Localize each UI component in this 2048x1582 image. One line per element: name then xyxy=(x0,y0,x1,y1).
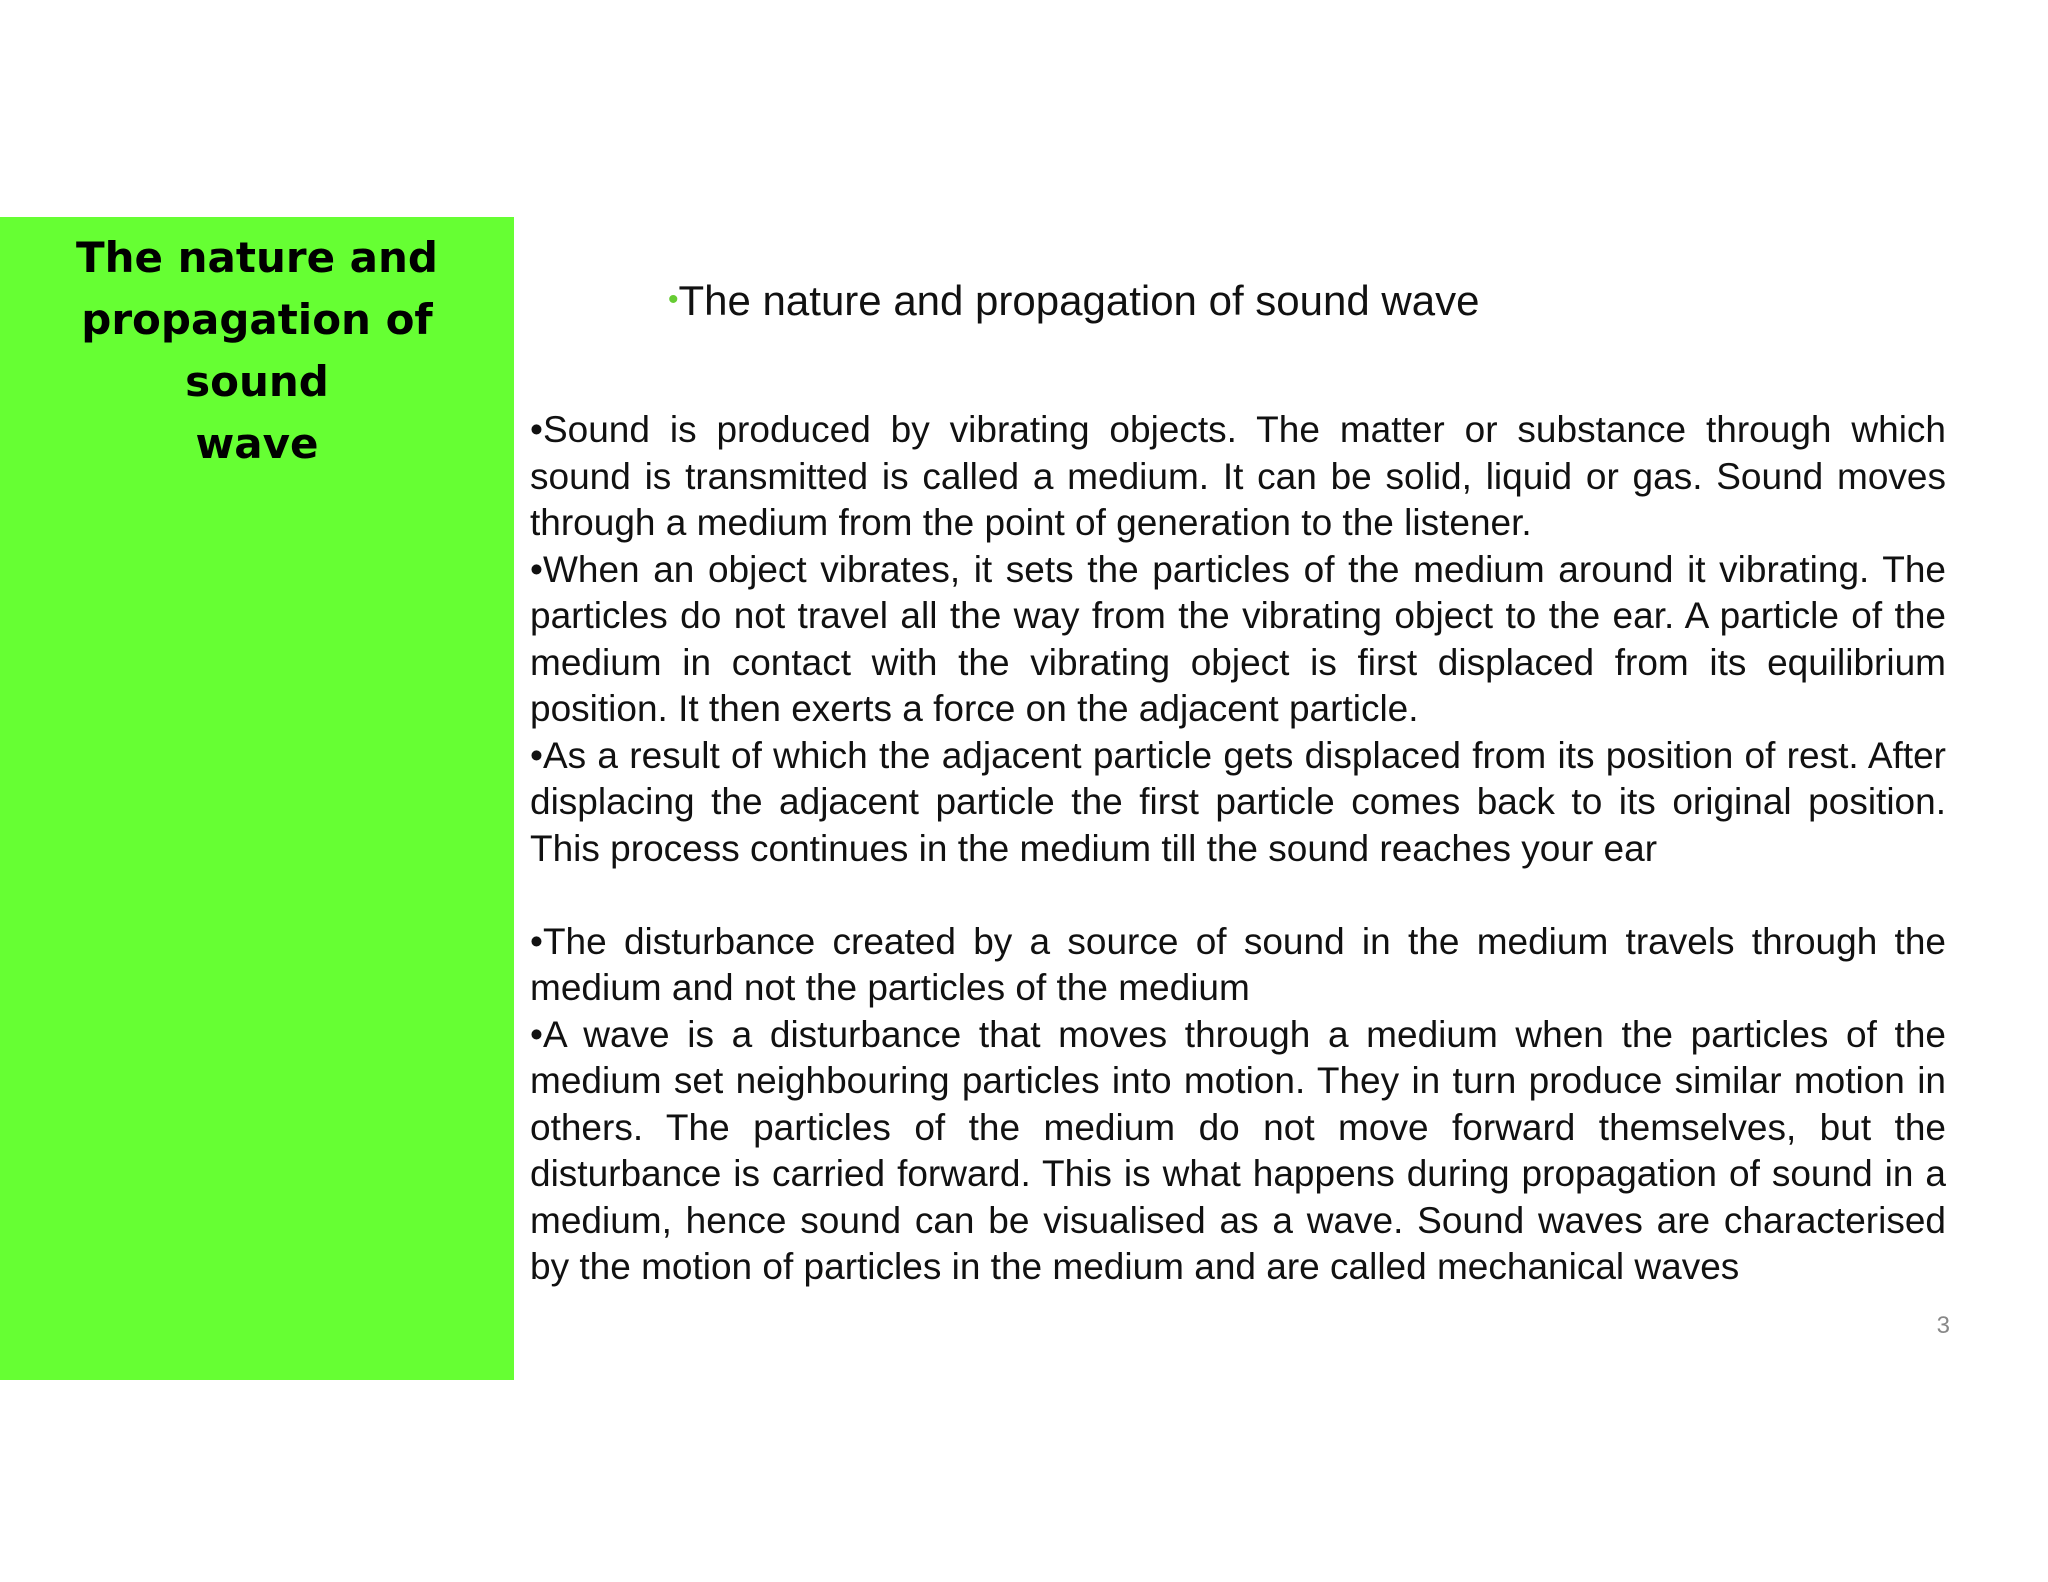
heading-text: The nature and propagation of sound wave xyxy=(678,277,1480,324)
sidebar-title-line: propagation of sound xyxy=(81,295,433,406)
sidebar-title-line: wave xyxy=(195,419,319,468)
paragraph: •When an object vibrates, it sets the particles of the medium around it vibrating. The particles do not travel all the way from the vibrating object to the ear. A particle of the medium in contact with the vibrating object is first displaced from its equilibrium position. It then exerts a force on the adjacent particle. xyxy=(530,548,1946,729)
heading-bullet: • xyxy=(668,283,679,316)
paragraph: •Sound is produced by vibrating objects. The matter or substance through which sound is transmitted is called a medium. It can be solid, liquid or gas. Sound moves through a medium from the point of generation to the listener. xyxy=(530,409,1946,543)
slide-heading xyxy=(668,273,1479,328)
paragraph: •The disturbance created by a source of sound in the medium travels through the medium and not the particles of the medium xyxy=(530,920,1946,1008)
page-number: 3 xyxy=(1936,1312,1950,1339)
paragraph: •As a result of which the adjacent particle gets displaced from its position of rest. After displacing the adjacent particle the first particle comes back to its original position. This process continues in the medium till the sound reaches your ear xyxy=(530,734,1946,869)
paragraph: •A wave is a disturbance that moves through a medium when the particles of the medium set neighbouring particles into motion. They in turn produce similar motion in others. The particles of the medium do not move forward themselves, but the disturbance is carried forward. This is what happens during propagation of sound in a medium, hence sound can be visualised as a wave. Sound waves are characterised by the motion of particles in the medium and are called mechanical waves xyxy=(530,1013,1946,1287)
sidebar-panel xyxy=(0,217,514,1380)
sidebar-title-line: The nature and xyxy=(75,233,438,282)
sidebar-title xyxy=(10,227,504,475)
body-text xyxy=(530,407,1946,1291)
